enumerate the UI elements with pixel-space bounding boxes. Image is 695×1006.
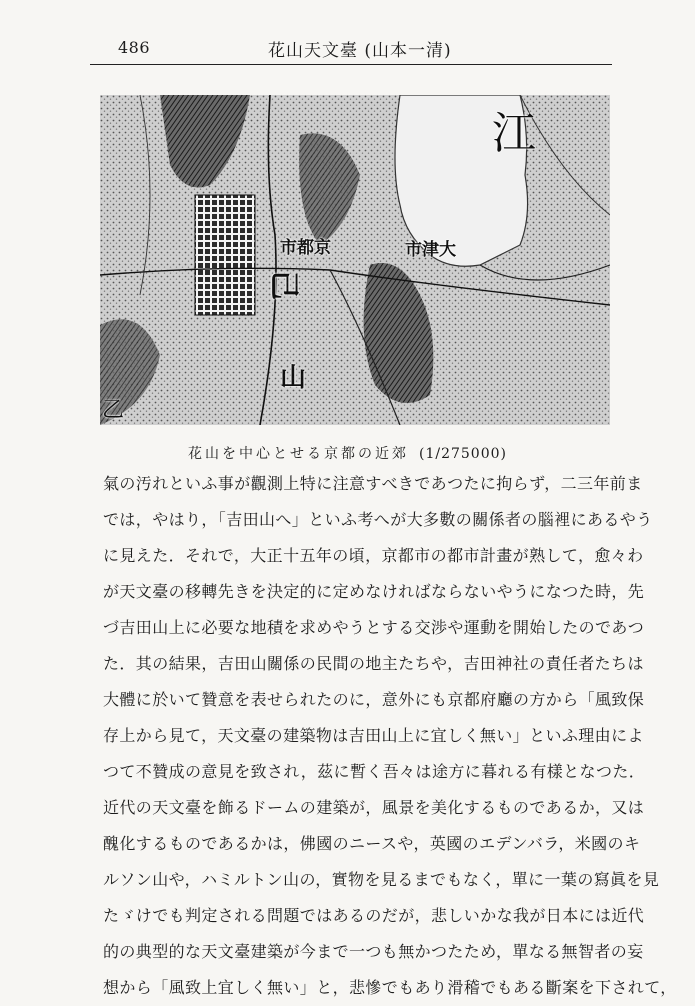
body-text (103, 466, 677, 1006)
map-label-kyoto: 市都京 (280, 238, 331, 258)
running-head: 花山天文臺 (山本一清) (268, 41, 452, 61)
text-line: 醜化するものであるかは，佛國のニースや，英國のエデンバラ，米國のキ (103, 834, 641, 853)
text-line: づ吉田山上に必要な地積を求めやうとする交渉や運動を開始したのであつ (103, 618, 645, 637)
map-label-vertical-mark: 己 (266, 270, 301, 300)
caption-scale: (1/275000) (419, 446, 507, 462)
text-line: が天文臺の移轉先きを決定的に定めなければならないやうになつた時，先 (103, 582, 645, 601)
text-line: 近代の天文臺を飾るドームの建築が，風景を美化するものであるか，又は (103, 798, 645, 817)
map-figure (100, 95, 610, 425)
text-line: では，やはり，「吉田山へ」といふ考へが大多數の關係者の腦裡にあるやう (103, 510, 653, 529)
caption-text: 花山を中心とせる京都の近郊 (188, 446, 409, 462)
text-line: た．其の結果，吉田山關係の民間の地主たちや，吉田神社の責任者たちは (103, 654, 644, 673)
map-label-bottom-left: 乙 (102, 398, 125, 423)
figure-caption (0, 443, 695, 463)
text-line: 氣の汚れといふ事が觀測上特に注意すべきであつたに拘らず，二三年前ま (103, 474, 643, 493)
text-line: に見えた．それで，大正十五年の頃，京都市の都市計畫が熟して，愈々わ (103, 546, 644, 565)
map-label-yama: 山 (280, 363, 307, 393)
text-line: 的の典型的な天文臺建築が今まで一つも無かつたため，單なる無智者の妄 (103, 942, 644, 961)
text-line: ルソン山や，ハミルトン山の，實物を見るまでもなく，單に一葉の寫眞を見 (103, 870, 660, 889)
text-line: 大體に於いて贊意を表せられたのに，意外にも京都府廳の方から「風致保 (103, 690, 645, 709)
header-rule (90, 64, 612, 65)
map-label-otsu: 市津大 (405, 240, 456, 260)
text-line: 存上から見て，天文臺の建築物は吉田山上に宜しく無い」といふ理由によ (103, 726, 644, 745)
page-number: 486 (118, 38, 151, 57)
text-line: 想から「風致上宜しく無い」と，悲慘でもあり滑稽でもある斷案を下されて， (103, 978, 677, 997)
text-line: たゞけでも判定される問題ではあるのだが，悲しいかな我が日本には近代 (103, 906, 645, 925)
map-label-omi: 江 (492, 108, 536, 159)
text-line: つて不贊成の意見を致され，茲に暫く吾々は途方に暮れる有樣となつた． (103, 762, 646, 781)
